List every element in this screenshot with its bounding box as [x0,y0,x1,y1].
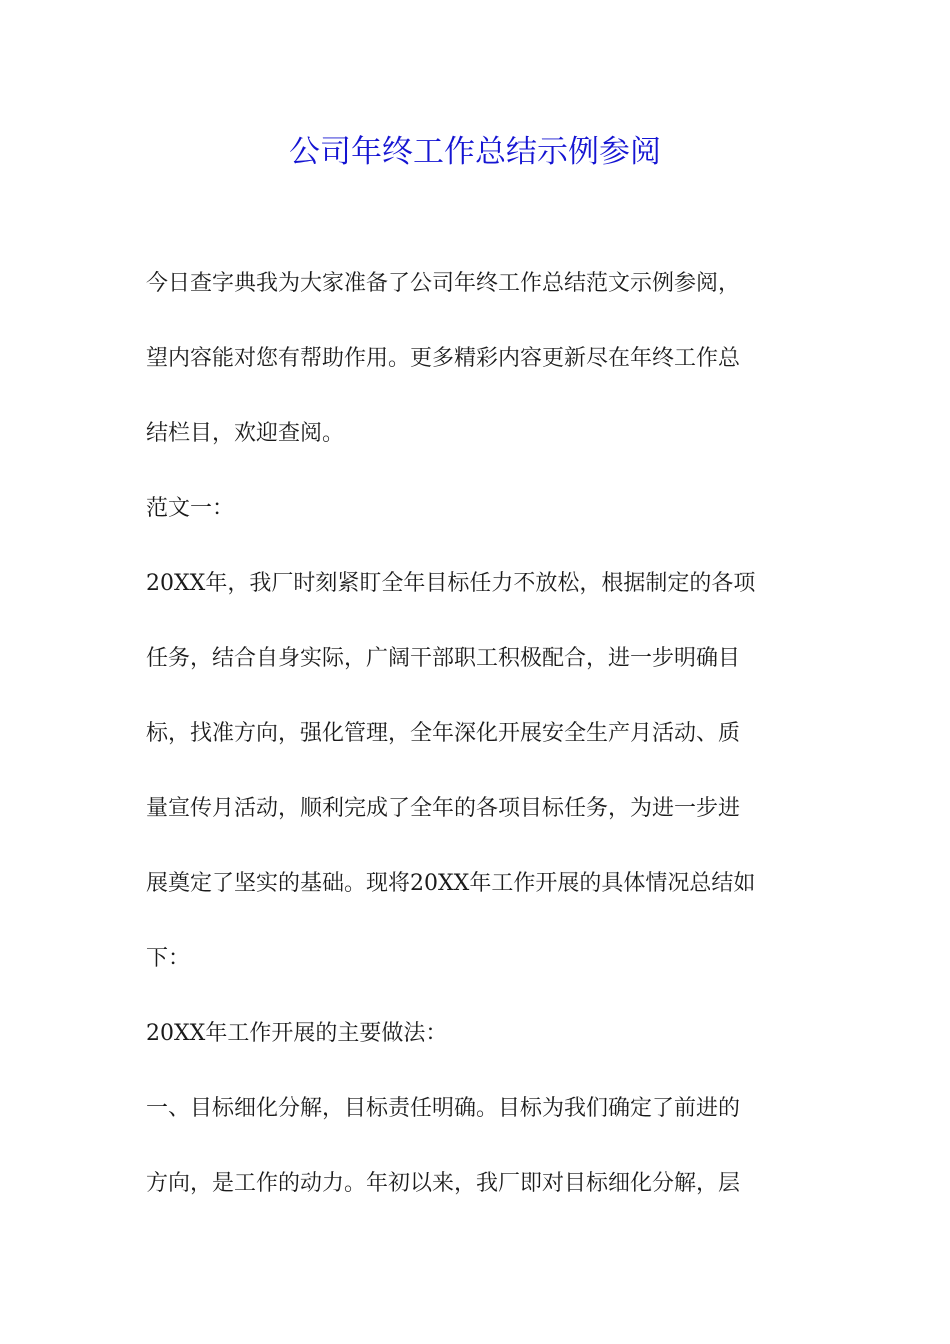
body-line-10: 下： [146,946,191,971]
body-line-11: 20XX年工作开展的主要做法： [146,1021,448,1046]
body-line-2: 望内容能对您有帮助作用。更多精彩内容更新尽在年终工作总 [146,346,741,371]
body-line-6: 任务，结合自身实际，广阔干部职工积极配合，进一步明确目 [146,646,741,671]
body-line-12: 一、目标细化分解，目标责任明确。目标为我们确定了前进的 [146,1096,741,1121]
body-line-13: 方向，是工作的动力。年初以来，我厂即对目标细化分解，层 [146,1171,741,1196]
body-line-1: 今日查字典我为大家准备了公司年终工作总结范文示例参阅， [146,271,741,296]
body-line-4: 范文一： [146,496,235,521]
body-line-9: 展奠定了坚实的基础。现将20XX年工作开展的具体情况总结如 [146,871,756,896]
body-line-5: 20XX年，我厂时刻紧盯全年目标任力不放松，根据制定的各项 [146,571,756,596]
body-line-3: 结栏目，欢迎查阅。 [146,421,345,446]
document-title: 公司年终工作总结示例参阅 [289,134,661,170]
body-line-8: 量宣传月活动，顺利完成了全年的各项目标任务，为进一步进 [146,796,741,821]
body-line-7: 标，找准方向，强化管理，全年深化开展安全生产月活动、质 [146,721,741,746]
